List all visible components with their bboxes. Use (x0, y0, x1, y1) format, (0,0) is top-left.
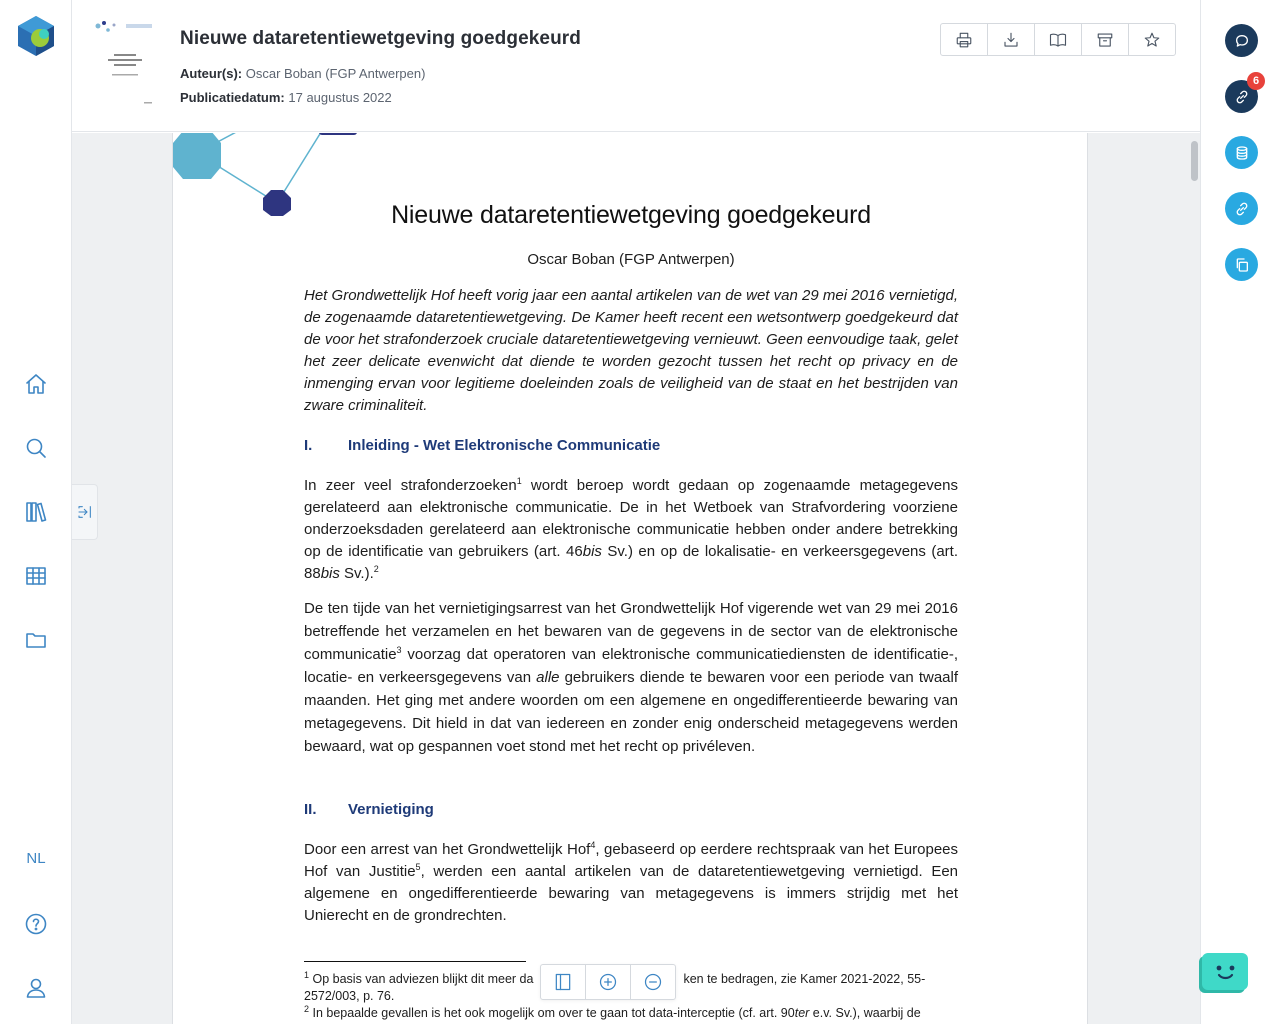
download-button[interactable] (988, 24, 1035, 55)
authors-line (180, 66, 425, 81)
document-thumbnail[interactable] (92, 18, 158, 110)
paragraph-1: In zeer veel strafonderzoeken$^1$ wordt beroep wordt gedaan op zogenaamde metagegevens gerelateerd aan elektronische communicatie. De in het Wetboek van Strafvordering voorziene onderzoeksdaden gerelateerd aan elektronische communicatie hebben onder andere betrekking op de identificatie van gebruikers (art. 46bis Sv.) en op de lokalisatie- en verkeersgegevens (art. 88bis Sv.).$^2$ (304, 476, 959, 582)
section-number-2: II. (304, 801, 317, 818)
zoom-out-icon (643, 972, 663, 992)
read-mode-button[interactable] (1035, 24, 1082, 55)
section-number-1: I. (304, 437, 313, 454)
copy-button[interactable] (1225, 248, 1258, 281)
app-logo[interactable] (14, 14, 58, 58)
related-links-button[interactable] (1225, 192, 1258, 225)
favorite-button[interactable] (1129, 24, 1175, 55)
right-rail (1200, 0, 1280, 1024)
date-value: 17 augustus 2022 (288, 90, 392, 105)
link-icon (1234, 89, 1250, 105)
links-count-badge: 6 (1247, 72, 1265, 90)
download-icon (1002, 31, 1020, 49)
footnote-2: $^2$ In bepaalde gevallen is het ook mogelijk om over te gaan tot data-interceptie (cf. art. 90ter e.v. Sv.), waarbij de (304, 1003, 921, 1020)
copy-icon (1234, 257, 1250, 273)
library-icon[interactable] (20, 496, 52, 528)
chatbot-face-icon (1202, 953, 1248, 990)
paragraph-2: De ten tijde van het vernietigingsarrest van het Grondwettelijk Hof vigerende wet van 29 mei 2016 betreffende het verzamelen en het bewaren van de gegevens in de sector van de elektronische communicatie$^3$ voorzag dat operatoren van elektronische communicatiediensten de identificatie-, locatie- en verkeersgegevens van alle gebruikers diende te bewaren voor een periode van twaalf maanden. Het ging met andere woorden om een algemene en ongedifferentieerde bewaring van metagegevens. Dit hield in dat van iedereen en zonder enig onderscheid metagegevens werden bewaard, wat op gespannen voet stond met het recht op privéleven. (304, 600, 959, 755)
footnote-ref-4[interactable]: 4 (590, 840, 596, 850)
paragraph-3: Door een arrest van het Grondwettelijk Hof$^4$, gebaseerd op eerdere rechtspraak van het Europees Hof van Justitie$^5$, werden een aantal artikelen van de dataretentiewetgeving vernietigd. Een algemene en ongedifferentieerde bewaring van metagegevens is immers strijdig met het Unierecht en de grondrechten. (304, 840, 959, 924)
folder-icon[interactable] (20, 624, 52, 656)
expand-panel-button[interactable] (72, 484, 98, 540)
footnote-ref-3[interactable]: 3 (396, 645, 402, 655)
document-page (172, 133, 1088, 1024)
section-heading-1 (304, 435, 958, 457)
footnote-ref-2[interactable]: 2 (373, 564, 379, 574)
authors-label: Auteur(s): (180, 66, 243, 81)
document-header (72, 0, 1200, 132)
footnote-ref-5[interactable]: 5 (415, 862, 421, 872)
abstract-paragraph: Het Grondwettelijk Hof heeft vorig jaar een aantal artikelen van de wet van 29 mei 2016 vernietigd, de zogenaamde dataretentiewetgeving. De Kamer heeft recent een wetsontwerp goedgekeurd dat de voor het strafonderzoek cruciale dataretentiewetgeving vernieuwt. Geen eenvoudige taak, gelet het zeer delicate evenwicht dat diende te worden gezocht tussen het recht op privacy en de inmenging ervan voor legitieme doeleinden zoals de veiligheid van de staat en het bestrijden van zware criminaliteit. (304, 287, 958, 414)
comments-button[interactable] (1225, 24, 1258, 57)
zoom-in-icon (598, 972, 618, 992)
chatbot-launcher[interactable] (1202, 953, 1248, 990)
archive-icon (1096, 31, 1114, 49)
book-open-icon (1049, 31, 1067, 49)
viewer-scrollbar[interactable] (1191, 141, 1198, 181)
database-icon (1234, 145, 1250, 161)
footnote-1: $^1$ Op basis van adviezen blijkt dit meer da ken te bedragen, zie Kamer 2021-2022, 55- 2572/003, p. 76. (304, 969, 926, 1003)
language-switch[interactable]: NL (26, 850, 46, 867)
chain-link-icon (1234, 201, 1250, 217)
page-author: Oscar Boban (FGP Antwerpen) (527, 251, 735, 268)
authors-value: Oscar Boban (FGP Antwerpen) (245, 66, 426, 81)
sidebar-icon (553, 972, 573, 992)
toggle-sidebar-button[interactable] (541, 965, 586, 999)
links-button[interactable] (1225, 75, 1260, 113)
archive-button[interactable] (1082, 24, 1129, 55)
print-icon (955, 31, 973, 49)
star-icon (1143, 31, 1161, 49)
footnote-ref-1[interactable]: 1 (516, 476, 522, 486)
left-navigation (0, 0, 72, 1024)
expand-panel-icon (77, 504, 93, 520)
date-label: Publicatiedatum: (180, 90, 285, 105)
publication-date-line (180, 90, 392, 105)
search-icon[interactable] (20, 432, 52, 464)
page-title: Nieuwe dataretentiewetgeving goedgekeurd (391, 201, 871, 229)
zoom-out-button[interactable] (631, 965, 675, 999)
zoom-in-button[interactable] (586, 965, 631, 999)
document-title: Nieuwe dataretentiewetgeving goedgekeurd (180, 28, 581, 49)
document-toolbar (940, 23, 1176, 56)
home-icon[interactable] (20, 368, 52, 400)
section-heading-2 (304, 799, 958, 821)
section-title-2: Vernietiging (348, 801, 434, 818)
footnote-separator (304, 961, 526, 962)
table-icon[interactable] (20, 560, 52, 592)
chat-bubble-icon (1234, 33, 1250, 49)
database-button[interactable] (1225, 136, 1258, 169)
document-viewer[interactable] (72, 133, 1200, 1024)
zoom-toolbar (540, 964, 676, 1000)
section-title-1: Inleiding - Wet Elektronische Communicatie (348, 437, 661, 454)
print-button[interactable] (941, 24, 988, 55)
help-icon[interactable] (20, 908, 52, 940)
user-icon[interactable] (20, 972, 52, 1004)
